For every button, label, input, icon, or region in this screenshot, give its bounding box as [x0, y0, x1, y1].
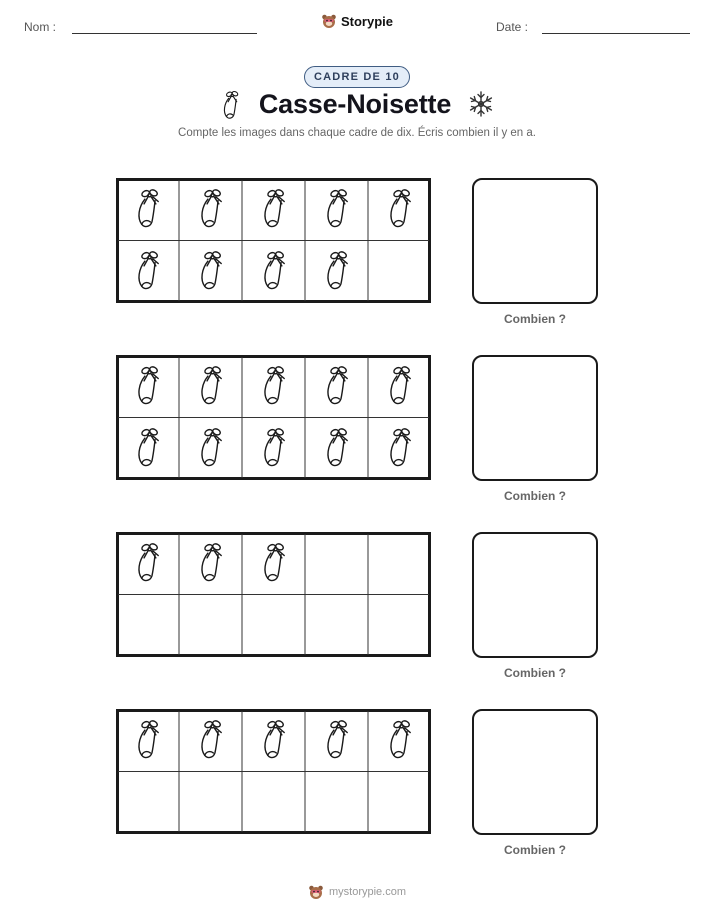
ballet-slipper-icon	[132, 247, 164, 296]
snowflake-icon	[467, 90, 495, 118]
ballet-slipper-icon	[132, 716, 164, 765]
ballet-slipper-icon	[258, 247, 290, 296]
ballet-slipper-icon	[195, 539, 227, 588]
ten-frame-cell	[305, 595, 368, 657]
ten-frame-cell	[116, 418, 179, 480]
answer-label-3: Combien ?	[504, 666, 566, 680]
ten-frame-cell	[242, 772, 305, 834]
ten-frame-cell	[179, 709, 242, 771]
ten-frame-cell	[179, 178, 242, 240]
ballet-slipper-icon	[321, 716, 353, 765]
ballet-slipper-icon	[384, 716, 416, 765]
ballet-slipper-icon	[195, 424, 227, 473]
ten-frame-cell	[242, 595, 305, 657]
ten-frame-2	[116, 355, 431, 480]
ten-frame-cell	[242, 241, 305, 303]
ten-frame-cell	[179, 532, 242, 594]
ballet-slipper-icon	[384, 362, 416, 411]
ballet-slipper-icon	[132, 539, 164, 588]
ballet-slipper-icon	[321, 424, 353, 473]
ballet-slipper-icon	[258, 716, 290, 765]
ten-frame-cell	[368, 595, 431, 657]
ten-frame-cell	[116, 532, 179, 594]
ten-frame-3	[116, 532, 431, 657]
ten-frame-cell	[305, 418, 368, 480]
ten-frame-cell	[179, 355, 242, 417]
ten-frame-cell	[242, 709, 305, 771]
ten-frame-cell	[116, 178, 179, 240]
ten-frame-cell	[305, 532, 368, 594]
answer-box-2[interactable]	[472, 355, 598, 481]
ten-frame-cell	[368, 418, 431, 480]
ten-frame-cell	[305, 772, 368, 834]
answer-box-3[interactable]	[472, 532, 598, 658]
ballet-slipper-icon	[321, 185, 353, 234]
ten-frame-cell	[242, 532, 305, 594]
bear-logo-icon	[321, 13, 337, 29]
ten-frame-cell	[116, 241, 179, 303]
ten-frame-cell	[116, 595, 179, 657]
ten-frame-cell	[116, 772, 179, 834]
answer-label-2: Combien ?	[504, 489, 566, 503]
answer-box-1[interactable]	[472, 178, 598, 304]
ten-frame-cell	[368, 772, 431, 834]
ten-frame-cell	[242, 178, 305, 240]
ten-frame-cell	[368, 178, 431, 240]
ten-frame-cell	[368, 532, 431, 594]
footer-site: mystorypie.com	[328, 886, 407, 898]
ten-frame-cell	[179, 241, 242, 303]
bear-logo-icon	[308, 884, 324, 900]
answer-box-4[interactable]	[472, 709, 598, 835]
ballet-slipper-icon	[258, 424, 290, 473]
ballet-slipper-icon	[132, 185, 164, 234]
ten-frame-cell	[305, 241, 368, 303]
ten-frame-1	[116, 178, 431, 303]
worksheet-badge: CADRE DE 10	[304, 66, 410, 88]
ten-frame-cell	[116, 709, 179, 771]
ten-frame-cell	[116, 355, 179, 417]
ten-frame-cell	[242, 355, 305, 417]
ballet-slipper-icon	[258, 539, 290, 588]
brand-logo	[0, 13, 714, 29]
instructions: Compte les images dans chaque cadre de dix. Écris combien il y en a.	[178, 127, 536, 139]
ten-frame-cell	[305, 178, 368, 240]
ballet-slipper-icon	[384, 424, 416, 473]
ballet-slipper-icon	[258, 362, 290, 411]
ten-frame-cell	[368, 355, 431, 417]
date-label: Date :	[496, 20, 529, 34]
ten-frame-cell	[179, 418, 242, 480]
ballet-slipper-icon	[195, 185, 227, 234]
ten-frame-cell	[305, 355, 368, 417]
ten-frame-cell	[242, 418, 305, 480]
ten-frame-cell	[368, 241, 431, 303]
ten-frame-cell	[305, 709, 368, 771]
date-line[interactable]	[542, 33, 690, 34]
ballet-slipper-icon	[195, 247, 227, 296]
answer-label-4: Combien ?	[504, 843, 566, 857]
ballet-slipper-icon	[321, 247, 353, 296]
ballet-slipper-icon	[132, 424, 164, 473]
answer-label-1: Combien ?	[504, 312, 566, 326]
ten-frame-cell	[368, 709, 431, 771]
ten-frame-cell	[179, 595, 242, 657]
name-label: Nom :	[24, 20, 57, 34]
name-line[interactable]	[72, 33, 257, 34]
brand-name: Storypie	[340, 13, 393, 29]
ten-frame-cell	[179, 772, 242, 834]
ballet-slipper-icon	[132, 362, 164, 411]
ballet-slipper-icon	[195, 716, 227, 765]
ten-frame-4	[116, 709, 431, 834]
ballet-slipper-icon	[384, 185, 416, 234]
worksheet-title: Casse-Noisette	[258, 88, 452, 119]
ballet-slipper-icon	[258, 185, 290, 234]
ballet-slipper-icon	[195, 362, 227, 411]
footer	[0, 884, 714, 900]
ballet-slipper-icon	[321, 362, 353, 411]
ballet-slipper-icon	[219, 88, 243, 120]
